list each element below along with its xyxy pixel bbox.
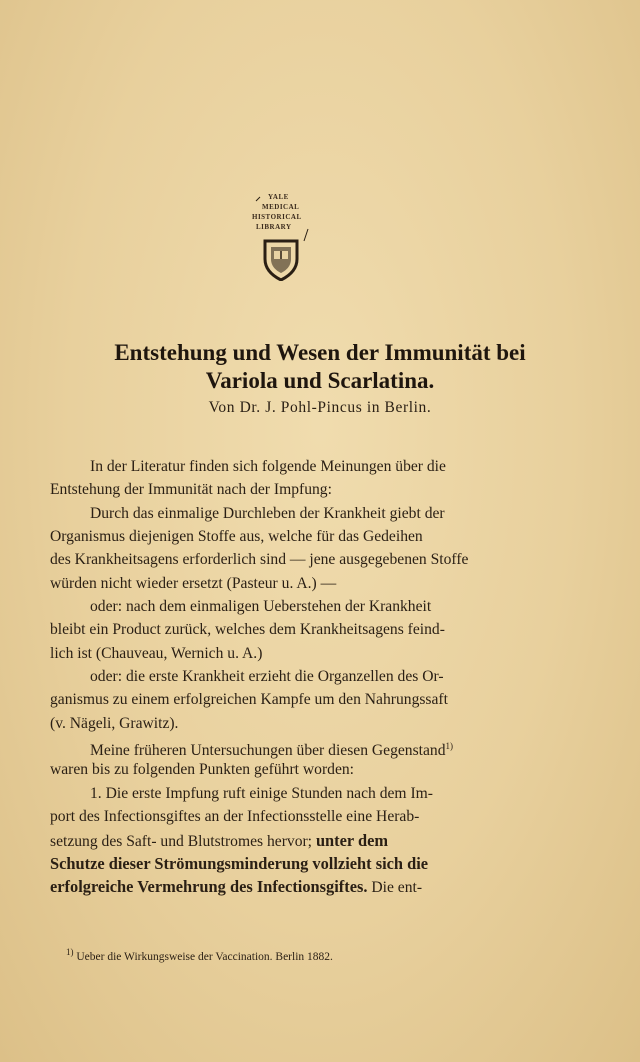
body-line: würden nicht wieder ersetzt (Pasteur u. A.) — [50, 574, 337, 592]
stamp-line-3: HISTORICAL [252, 213, 302, 221]
title-line-2: Variola und Scarlatina. [205, 368, 435, 393]
bold-emphasis-line: Schutze dieser Strömungsminderung vollzieht sich die [50, 853, 429, 873]
body-line: bleibt ein Product zurück, welches dem Krankheitsagens feind- [50, 621, 445, 639]
stamp-line-4: LIBRARY [256, 223, 292, 231]
library-stamp [248, 193, 318, 293]
body-text [50, 455, 590, 899]
body-line: oder: nach dem einmaligen Ueberstehen der Krankheit [90, 598, 432, 616]
bold-emphasis: unter dem [315, 830, 389, 850]
stamp-line-2: MEDICAL [262, 203, 300, 211]
body-line: des Krankheitsagens erforderlich sind — jene ausgegebenen Stoffe [50, 551, 469, 569]
body-line-text: Meine früheren Untersuchungen über diesen Gegenstand [90, 742, 446, 760]
byline [40, 398, 600, 418]
body-line: 1. Die erste Impfung ruft einige Stunden nach dem Im- [90, 784, 433, 802]
author-byline: Von Dr. J. Pohl-Pincus in Berlin. [208, 399, 432, 416]
library-seal-icon [263, 239, 299, 281]
body-line-text: Die ent- [371, 879, 423, 897]
body-line-text: setzung des Saft- und Blutstromes hervor; [50, 832, 313, 850]
footnote [66, 947, 586, 963]
body-line: lich ist (Chauveau, Wernich u. A.) [50, 644, 263, 662]
body-line: Organismus diejenigen Stoffe aus, welche für das Gedeihen [50, 528, 423, 546]
stamp-bracket-icon [248, 193, 318, 243]
body-line [50, 829, 590, 852]
body-line: ganismus zu einem erfolgreichen Kampfe um den Nahrungssaft [50, 691, 448, 709]
body-line: Durch das einmalige Durchleben der Krankheit giebt der [90, 504, 445, 522]
body-line [50, 735, 590, 758]
body-line [50, 875, 590, 898]
footnote-mark: 1) [66, 947, 74, 957]
body-line: port des Infectionsgiftes an der Infectionsstelle eine Herab- [50, 808, 420, 826]
body-line: (v. Nägeli, Grawitz). [50, 714, 179, 732]
body-line: oder: die erste Krankheit erzieht die Organzellen des Or- [90, 668, 444, 686]
title-line-1: Entstehung und Wesen der Immunität bei [114, 340, 526, 365]
body-line: waren bis zu folgenden Punkten geführt worden: [50, 761, 354, 779]
stamp-line-1: YALE [268, 193, 289, 201]
footnote-ref: 1) [445, 741, 453, 752]
body-line: Entstehung der Immunität nach der Impfung: [50, 481, 332, 499]
body-line: In der Literatur finden sich folgende Meinungen über die [90, 458, 446, 475]
footnote-text: Ueber die Wirkungsweise der Vaccination. Berlin 1882. [76, 950, 333, 963]
bold-emphasis: erfolgreiche Vermehrung des Infectionsgiftes. [50, 877, 368, 897]
